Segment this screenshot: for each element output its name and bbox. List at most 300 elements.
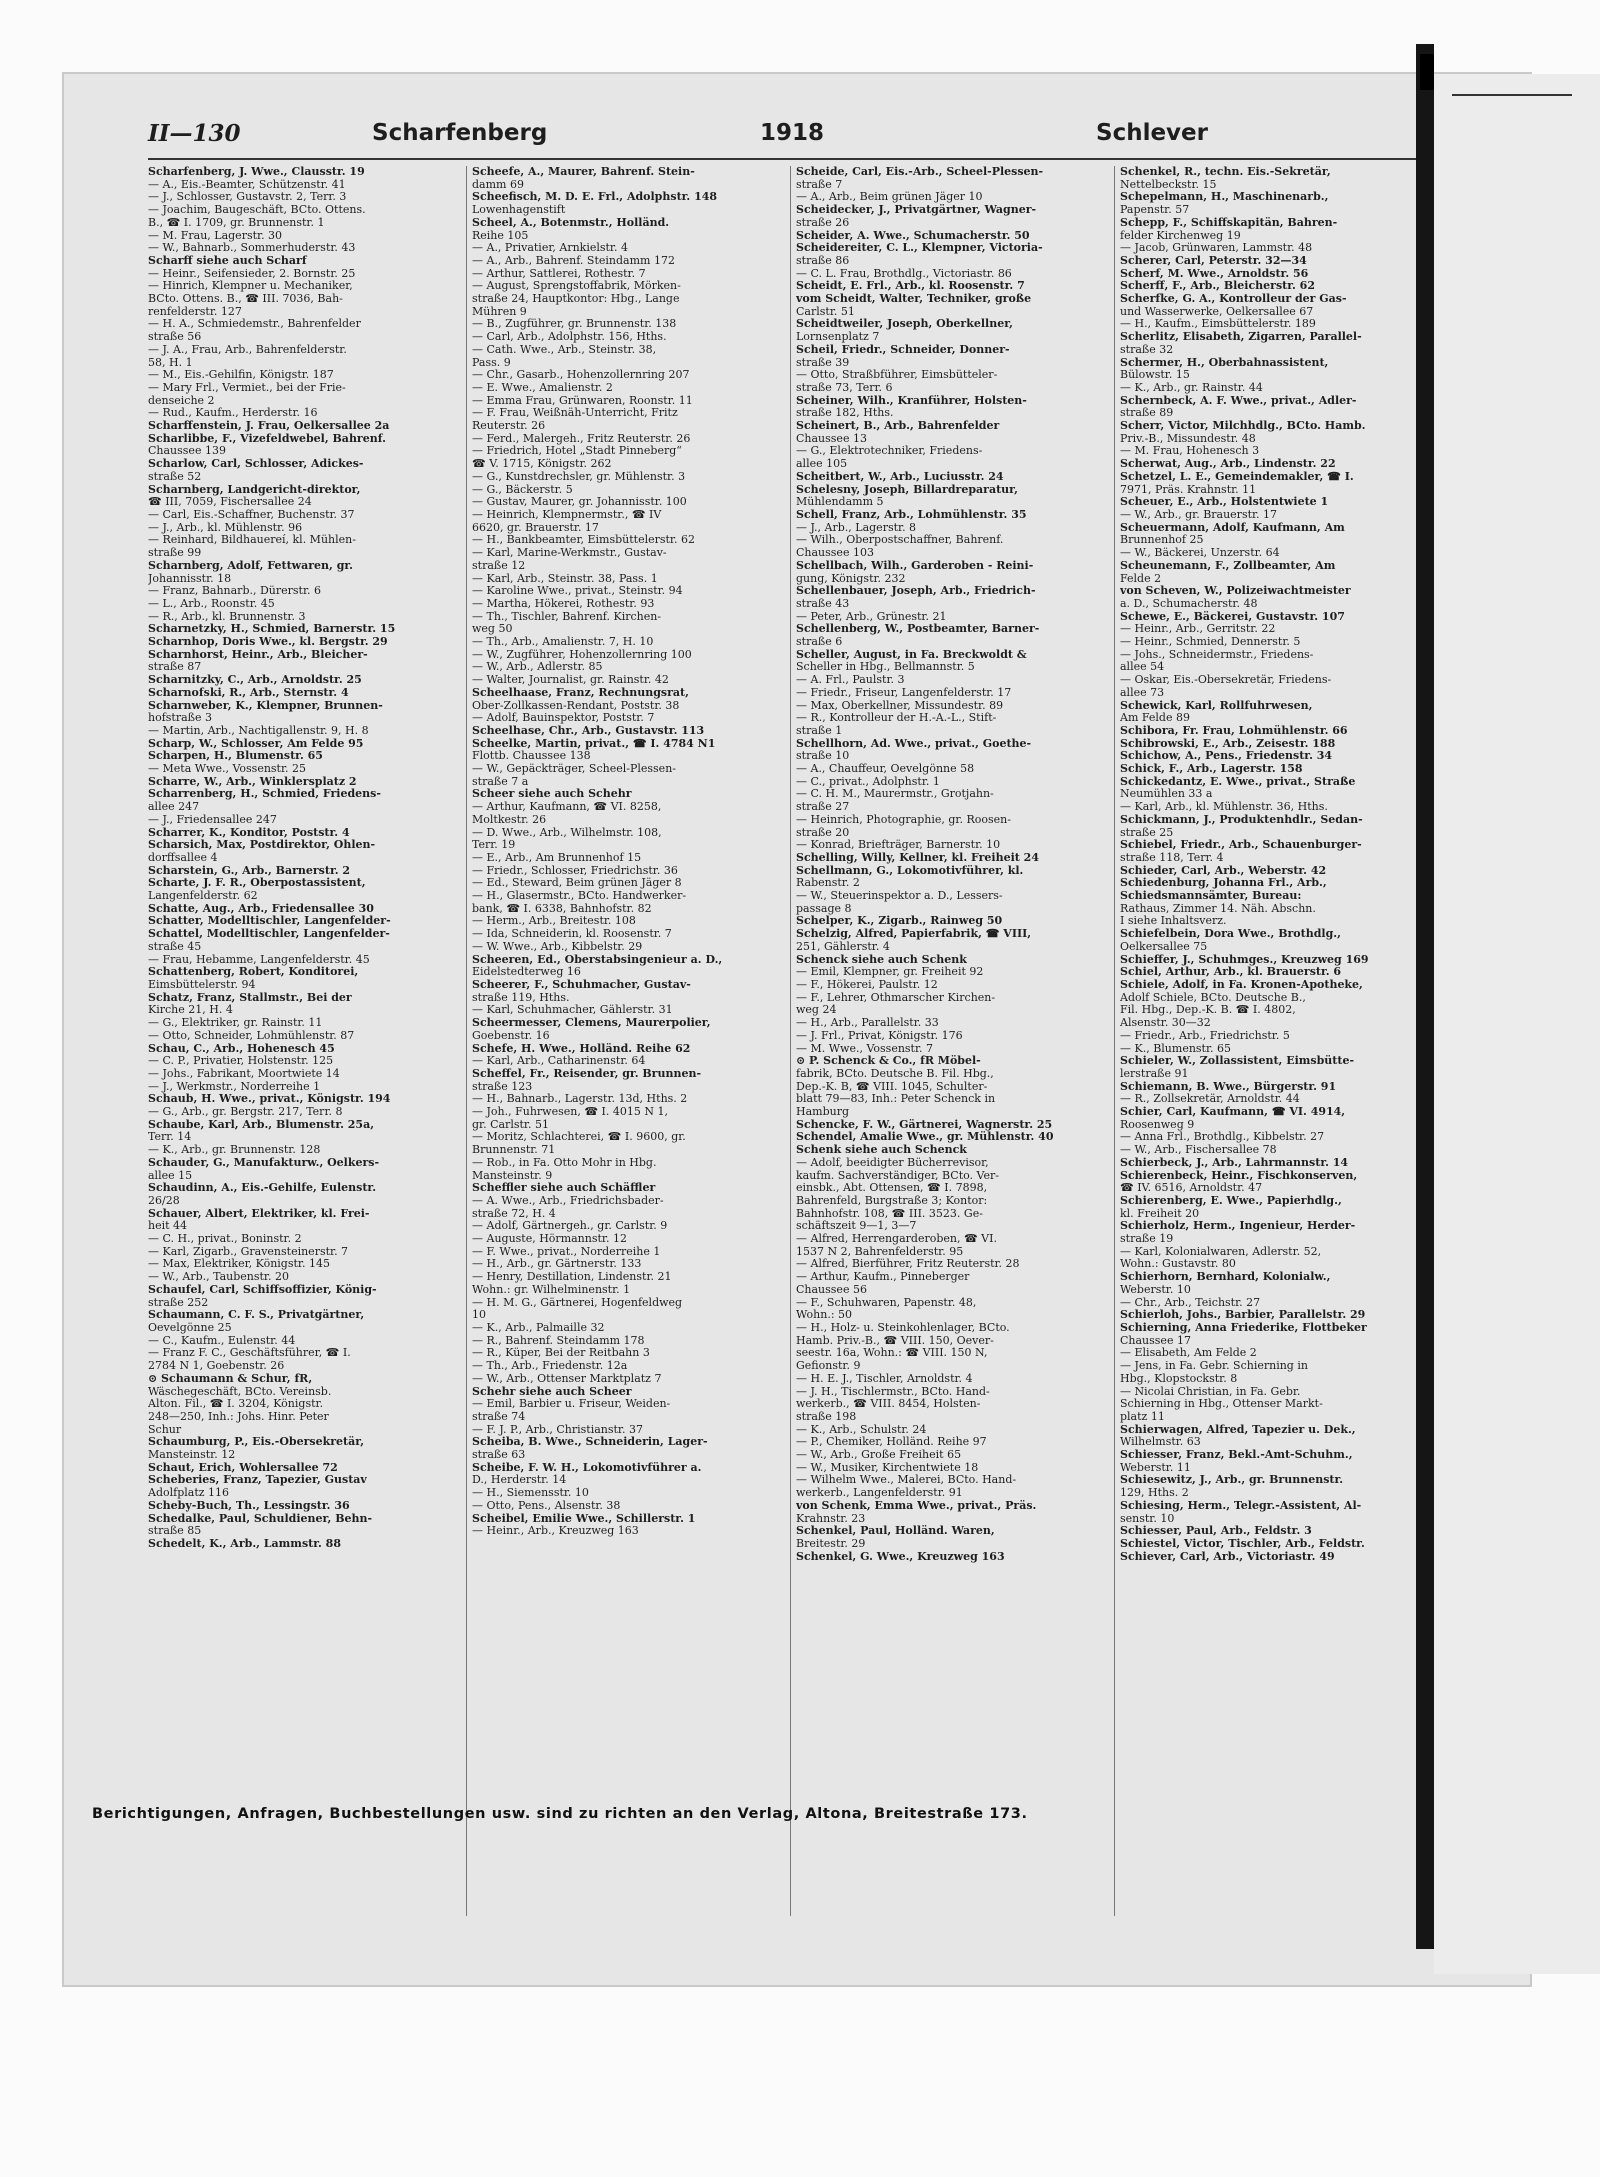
directory-entry: — K., Blumenstr. 65: [1120, 1042, 1232, 1055]
directory-entry: Schiesser, Franz, Bekl.-Amt-Schuhm.,: [1120, 1449, 1353, 1462]
directory-entry: — Arthur, Kaufmann, ☎ VI. 8258,: [472, 801, 662, 814]
directory-entry: — Rud., Kaufm., Herderstr. 16: [148, 407, 318, 420]
directory-entry: Brunnenhof 25: [1120, 534, 1204, 547]
directory-entry: — H., Bankbeamter, Eimsbüttelerstr. 62: [472, 534, 695, 547]
directory-entry: — Frau, Hebamme, Langenfelderstr. 45: [148, 953, 370, 966]
directory-entry: — Otto, Straßbführer, Eimsbütteler-: [796, 369, 998, 382]
directory-entry: — Herm., Arb., Breitestr. 108: [472, 915, 636, 928]
directory-entry: — Karl, Zigarb., Gravensteinerstr. 7: [148, 1245, 349, 1258]
directory-entry: gr. Carlstr. 51: [472, 1118, 549, 1131]
directory-entry: — F., Lehrer, Othmarscher Kirchen-: [796, 991, 996, 1004]
directory-entry: straße 85: [148, 1525, 202, 1538]
directory-entry: — Chr., Arb., Teichstr. 27: [1120, 1296, 1261, 1309]
directory-entry: — Cath. Wwe., Arb., Steinstr. 38,: [472, 343, 657, 356]
directory-entry: Schelesny, Joseph, Billardreparatur,: [796, 483, 1018, 496]
directory-entry: Schelzig, Alfred, Papierfabrik, ☎ VIII,: [796, 928, 1032, 941]
directory-entry: — W., Arb., Fischersallee 78: [1120, 1144, 1277, 1157]
directory-entry: — August, Sprengstoffabrik, Mörken-: [472, 280, 681, 293]
directory-entry: straße 20: [796, 826, 850, 839]
directory-entry: Schiel, Arthur, Arb., kl. Brauerstr. 6: [1120, 966, 1342, 979]
directory-entry: straße 32: [1120, 343, 1174, 356]
directory-entry: Langenfelderstr. 62: [148, 890, 258, 903]
directory-entry: Wohn.: 50: [796, 1309, 853, 1322]
directory-entry: Scharnberg, Adolf, Fettwaren, gr.: [148, 559, 354, 572]
directory-entry: — A., Eis.-Beamter, Schützenstr. 41: [148, 178, 346, 191]
directory-entry: Scherr, Victor, Milchhdlg., BCto. Hamb.: [1120, 420, 1366, 433]
directory-entry: senstr. 10: [1120, 1512, 1175, 1525]
directory-entry: Schibora, Fr. Frau, Lohmühlenstr. 66: [1120, 724, 1348, 737]
directory-entry: Scheffel, Fr., Reisender, gr. Brunnen-: [472, 1067, 702, 1080]
directory-entry: Bülowstr. 15: [1120, 369, 1190, 382]
directory-entry: — W., Arb., Ottenser Marktplatz 7: [472, 1372, 662, 1385]
directory-entry: — E., Arb., Am Brunnenhof 15: [472, 851, 642, 864]
directory-entry: Mühren 9: [472, 305, 527, 318]
directory-entry: Scharff siehe auch Scharf: [148, 254, 307, 267]
running-header: [148, 120, 1438, 154]
directory-entry: — Martha, Hökerei, Rothestr. 93: [472, 597, 655, 610]
directory-entry: — G., Elektriker, gr. Rainstr. 11: [148, 1017, 323, 1030]
directory-entry: Scharnofski, R., Arb., Sternstr. 4: [148, 686, 349, 699]
directory-entry: straße 198: [796, 1410, 857, 1423]
directory-entry: Schibrowski, E., Arb., Zeisestr. 188: [1120, 737, 1336, 750]
directory-entry: — R., Zollsekretär, Arnoldstr. 44: [1120, 1093, 1300, 1106]
directory-entry: — M. Frau, Lagerstr. 30: [148, 229, 283, 242]
directory-entry: Oelkersallee 75: [1120, 940, 1208, 953]
directory-entry: 7971, Präs. Krahnstr. 11: [1120, 483, 1257, 496]
directory-entry: — H., Holz- u. Steinkohlenlager, BCto.: [796, 1321, 1010, 1334]
directory-entry: — Joachim, Baugeschäft, BCto. Ottens.: [148, 204, 366, 217]
directory-entry: Scharsich, Max, Postdirektor, Ohlen-: [148, 839, 376, 852]
directory-entry: Schiesing, Herm., Telegr.-Assistent, Al-: [1120, 1499, 1362, 1512]
directory-entry: — B., Zugführer, gr. Brunnenstr. 138: [472, 318, 677, 331]
directory-entry: — R., Küper, Bei der Reitbahn 3: [472, 1347, 650, 1360]
directory-entry: — H., Bahnarb., Lagerstr. 13d, Hths. 2: [472, 1093, 688, 1106]
directory-entry: — Jacob, Grünwaren, Lammstr. 48: [1120, 242, 1313, 255]
directory-entry: Lornsenplatz 7: [796, 331, 880, 344]
directory-entry: straße 99: [148, 547, 202, 560]
directory-entry: Gefionstr. 9: [796, 1360, 861, 1373]
directory-entry: Schelling, Willy, Kellner, kl. Freiheit 24: [796, 851, 1039, 864]
directory-entry: — F., Schuhwaren, Papenstr. 48,: [796, 1296, 977, 1309]
column-4: [1120, 166, 1438, 1916]
directory-entry: — Franz, Bahnarb., Dürerstr. 6: [148, 585, 322, 598]
directory-entry: Alsenstr. 30—32: [1120, 1017, 1211, 1030]
directory-entry: straße 118, Terr. 4: [1120, 851, 1224, 864]
directory-entry: gung, Königstr. 232: [796, 572, 906, 585]
column-divider: [790, 166, 791, 1916]
directory-entry: Schichow, A., Pens., Friedenstr. 34: [1120, 750, 1333, 763]
directory-entry: werkerb., Langenfelderstr. 91: [796, 1487, 963, 1500]
directory-entry: — F. Wwe., privat., Norderreihe 1: [472, 1245, 661, 1258]
facing-page-edge: [1434, 74, 1600, 1974]
directory-entry: straße 12: [472, 559, 526, 572]
directory-entry: — W., Arb., Adlerstr. 85: [472, 661, 603, 674]
directory-entry: — J., Arb., Lagerstr. 8: [796, 521, 917, 534]
directory-entry: Schewe, E., Bäckerei, Gustavstr. 107: [1120, 610, 1345, 623]
directory-entry: — W., Zugführer, Hohenzollernring 100: [472, 648, 692, 661]
directory-entry: von Scheven, W., Polizeiwachtmeister: [1120, 585, 1351, 598]
directory-entry: — H. A., Schmiedemstr., Bahrenfelder: [148, 318, 361, 331]
directory-entry: — Arthur, Kaufm., Pinneberger: [796, 1271, 970, 1284]
directory-entry: Scherff, F., Arb., Bleicherstr. 62: [1120, 280, 1315, 293]
directory-entry: Scharnhop, Doris Wwe., kl. Bergstr. 29: [148, 636, 388, 649]
directory-entry: — M. Frau, Hohenesch 3: [1120, 445, 1260, 458]
directory-entry: einsbk., Abt. Ottensen, ☎ I. 7898,: [796, 1182, 988, 1195]
directory-entry: Mühlendamm 5: [796, 496, 884, 509]
directory-entry: Schetzel, L. E., Gemeindemakler, ☎ I.: [1120, 470, 1354, 483]
directory-entry: — Friedr., Arb., Friedrichstr. 5: [1120, 1029, 1290, 1042]
directory-entry: Scheby-Buch, Th., Lessingstr. 36: [148, 1499, 350, 1512]
directory-entry: Scheelhaase, Franz, Rechnungsrat,: [472, 686, 689, 699]
directory-entry: Scherfke, G. A., Kontrolleur der Gas-: [1120, 293, 1347, 306]
directory-columns: [148, 166, 1438, 1916]
directory-entry: Scharp, W., Schlosser, Am Felde 95: [148, 737, 364, 750]
directory-entry: Schelper, K., Zigarb., Rainweg 50: [796, 915, 1003, 928]
directory-entry: fabrik, BCto. Deutsche B. Fil. Hbg.,: [796, 1067, 994, 1080]
directory-entry: Scheel, A., Botenmstr., Holländ.: [472, 216, 670, 229]
directory-entry: straße 73, Terr. 6: [796, 381, 893, 394]
directory-entry: Schewick, Karl, Rollfuhrwesen,: [1120, 699, 1313, 712]
directory-entry: lerstraße 91: [1120, 1067, 1189, 1080]
directory-entry: Scharstein, G., Arb., Barnerstr. 2: [148, 864, 351, 877]
directory-entry: — Th., Arb., Friedenstr. 12a: [472, 1360, 628, 1373]
directory-entry: Schiebel, Friedr., Arb., Schauenburger-: [1120, 839, 1362, 852]
directory-entry: Scheller in Hbg., Bellmannstr. 5: [796, 661, 975, 674]
directory-entry: Scharnitzky, C., Arb., Arnoldstr. 25: [148, 674, 362, 687]
directory-entry: — J., Schlosser, Gustavstr. 2, Terr. 3: [148, 191, 347, 204]
directory-entry: — R., Arb., kl. Brunnenstr. 3: [148, 610, 306, 623]
book-gutter: [1416, 44, 1434, 1949]
directory-entry: Bahrenfeld, Burgstraße 3; Kontor:: [796, 1194, 988, 1207]
directory-entry: Scharnetzky, H., Schmied, Barnerstr. 15: [148, 623, 396, 636]
directory-entry: ☎ V. 1715, Königstr. 262: [472, 458, 612, 471]
directory-entry: — Wilh., Oberpostschaffner, Bahrenf.: [796, 534, 1004, 547]
directory-entry: — A., Privatier, Arnkielstr. 4: [472, 242, 628, 255]
directory-entry: Breitestr. 29: [796, 1537, 866, 1550]
directory-entry: — Alfred, Bierführer, Fritz Reuterstr. 28: [796, 1258, 1020, 1271]
directory-entry: straße 24, Hauptkontor: Hbg., Lange: [472, 293, 680, 306]
directory-entry: — R., Bahrenf. Steindamm 178: [472, 1334, 645, 1347]
directory-entry: Scheidtweiler, Joseph, Oberkellner,: [796, 318, 1014, 331]
directory-entry: dorffsallee 4: [148, 851, 218, 864]
directory-entry: damm 69: [472, 178, 524, 191]
directory-entry: — L., Arb., Roonstr. 45: [148, 597, 275, 610]
directory-entry: — Nicolai Christian, in Fa. Gebr.: [1120, 1385, 1301, 1398]
directory-entry: — Meta Wwe., Vossenstr. 25: [148, 763, 307, 776]
directory-entry: — Karl, Arb., Steinstr. 38, Pass. 1: [472, 572, 658, 585]
directory-entry: Schierholz, Herm., Ingenieur, Herder-: [1120, 1220, 1356, 1233]
directory-entry: — Johs., Schneidermstr., Friedens-: [1120, 648, 1314, 661]
directory-entry: ☎ IV. 6516, Arnoldstr. 47: [1120, 1182, 1263, 1195]
directory-entry: Flottb. Chaussee 138: [472, 750, 591, 763]
directory-entry: — Heinr., Schmied, Dennerstr. 5: [1120, 636, 1301, 649]
directory-entry: — H. E. J., Tischler, Arnoldstr. 4: [796, 1372, 973, 1385]
directory-entry: Scheiba, B. Wwe., Schneiderin, Lager-: [472, 1436, 708, 1449]
directory-entry: Scheide, Carl, Eis.-Arb., Scheel-Plessen-: [796, 166, 1044, 178]
directory-entry: kl. Freiheit 20: [1120, 1207, 1200, 1220]
directory-entry: Schencke, F. W., Gärtnerei, Wagnerstr. 25: [796, 1118, 1053, 1131]
directory-entry: allee 54: [1120, 661, 1165, 674]
directory-entry: Scherwat, Aug., Arb., Lindenstr. 22: [1120, 458, 1336, 471]
directory-entry: Moltkestr. 26: [472, 813, 547, 826]
directory-entry: — K., Arb., gr. Rainstr. 44: [1120, 381, 1263, 394]
directory-entry: straße 63: [472, 1449, 526, 1462]
directory-entry: — Heinr., Seifensieder, 2. Bornstr. 25: [148, 267, 356, 280]
directory-entry: Lowenhagenstift: [472, 204, 566, 217]
directory-entry: — Heinrich, Photographie, gr. Roosen-: [796, 813, 1011, 826]
directory-entry: Wohn.: Gustavstr. 80: [1120, 1258, 1236, 1271]
directory-entry: Scharfenberg, J. Wwe., Clausstr. 19: [148, 166, 365, 178]
directory-entry: — Henry, Destillation, Lindenstr. 21: [472, 1271, 672, 1284]
directory-entry: Mansteinstr. 12: [148, 1449, 236, 1462]
directory-entry: Schepelmann, H., Maschinenarb.,: [1120, 191, 1329, 204]
directory-entry: Schatter, Modelltischler, Langenfelder-: [148, 915, 391, 928]
directory-entry: — Karl, Arb., Catharinenstr. 64: [472, 1055, 646, 1068]
page-content: [148, 120, 1438, 1980]
directory-entry: Adolf Schiele, BCto. Deutsche B.,: [1120, 991, 1306, 1004]
directory-entry: Schiemann, B. Wwe., Bürgerstr. 91: [1120, 1080, 1337, 1093]
directory-entry: Schenk siehe auch Schenck: [796, 1144, 967, 1157]
directory-entry: ⊙ Schaumann & Schur, fR,: [148, 1372, 313, 1385]
directory-entry: Scharnweber, K., Klempner, Brunnen-: [148, 699, 383, 712]
directory-entry: Wilhelmstr. 63: [1120, 1436, 1201, 1449]
directory-entry: — Mary Frl., Vermiet., bei der Frie-: [148, 381, 346, 394]
directory-entry: Schickmann, J., Produktenhdlr., Sedan-: [1120, 813, 1363, 826]
directory-entry: Hbg., Klopstockstr. 8: [1120, 1372, 1238, 1385]
directory-entry: B., ☎ I. 1709, gr. Brunnenstr. 1: [148, 216, 325, 229]
directory-entry: straße 74: [472, 1410, 526, 1423]
directory-entry: — A., Arb., Bahrenf. Steindamm 172: [472, 254, 675, 267]
directory-entry: — R., Kontrolleur der H.-A.-L., Stift-: [796, 712, 997, 725]
directory-entry: — Oskar, Eis.-Obersekretär, Friedens-: [1120, 674, 1332, 687]
directory-entry: platz 11: [1120, 1410, 1165, 1423]
directory-entry: — H., Arb., Parallelstr. 33: [796, 1017, 939, 1030]
directory-entry: Chaussee 139: [148, 445, 226, 458]
directory-entry: Schierning, Anna Friederike, Flottbeker: [1120, 1321, 1367, 1334]
directory-entry: Scherlitz, Elisabeth, Zigarren, Parallel-: [1120, 331, 1362, 344]
directory-entry: Schatte, Aug., Arb., Friedensallee 30: [148, 902, 374, 915]
directory-entry: Schellenberg, W., Postbeamter, Barner-: [796, 623, 1040, 636]
directory-entry: Scheidt, E. Frl., Arb., kl. Roosenstr. 7: [796, 280, 1025, 293]
directory-entry: Chaussee 17: [1120, 1334, 1191, 1347]
directory-entry: Schedalke, Paul, Schuldiener, Behn-: [148, 1512, 373, 1525]
directory-entry: Schenkel, R., techn. Eis.-Sekretär,: [1120, 166, 1331, 178]
directory-entry: — F. J. P., Arb., Christianstr. 37: [472, 1423, 643, 1436]
directory-entry: Scheefisch, M. D. E. Frl., Adolphstr. 148: [472, 191, 718, 204]
directory-entry: Schieffer, J., Schuhmges., Kreuzweg 169: [1120, 953, 1369, 966]
directory-entry: denseiche 2: [148, 394, 215, 407]
directory-entry: — M., Eis.-Gehilfin, Königstr. 187: [148, 369, 334, 382]
directory-entry: allee 105: [796, 458, 848, 471]
column-divider: [1114, 166, 1115, 1916]
directory-entry: — Karl, Schuhmacher, Gählerstr. 31: [472, 1004, 673, 1017]
directory-entry: — Adolf, beeidigter Bücherrevisor,: [796, 1156, 989, 1169]
facing-page-rule: [1452, 94, 1572, 96]
directory-entry: — Arthur, Sattlerei, Rothestr. 7: [472, 267, 646, 280]
directory-entry: Scherf, M. Wwe., Arnoldstr. 56: [1120, 267, 1309, 280]
directory-entry: Scheitbert, W., Arb., Luciusstr. 24: [796, 470, 1004, 483]
directory-entry: Scheer siehe auch Schehr: [472, 788, 632, 801]
directory-entry: — W. Wwe., Arb., Kibbelstr. 29: [472, 940, 643, 953]
directory-entry: Schepp, F., Schiffskapitän, Bahren-: [1120, 216, 1338, 229]
directory-entry: Roosenweg 9: [1120, 1118, 1195, 1131]
directory-entry: Schierenbeck, Heinr., Fischkonserven,: [1120, 1169, 1358, 1182]
directory-entry: straße 6: [796, 636, 843, 649]
column-2: [472, 166, 784, 1916]
directory-entry: — W., Steuerinspektor a. D., Lessers-: [796, 890, 1003, 903]
directory-entry: Schehr siehe auch Scheer: [472, 1385, 632, 1398]
directory-entry: heit 44: [148, 1220, 188, 1233]
directory-entry: Dep.-K. B, ☎ VIII. 1045, Schulter-: [796, 1080, 988, 1093]
header-keyword-right: Schlever: [1096, 120, 1208, 146]
directory-entry: Felde 2: [1120, 572, 1162, 585]
directory-entry: — Heinr., Arb., Gerritstr. 22: [1120, 623, 1276, 636]
directory-entry: Chaussee 13: [796, 432, 867, 445]
directory-entry: Scharlow, Carl, Schlosser, Adickes-: [148, 458, 364, 471]
directory-entry: Scharffenstein, J. Frau, Oelkersallee 2a: [148, 420, 390, 433]
directory-entry: Scharrenberg, H., Schmied, Friedens-: [148, 788, 381, 801]
directory-entry: — Chr., Gasarb., Hohenzollernring 207: [472, 369, 690, 382]
directory-entry: — Wilhelm Wwe., Malerei, BCto. Hand-: [796, 1474, 1017, 1487]
directory-entry: Schiestel, Victor, Tischler, Arb., Feldstr.: [1120, 1537, 1365, 1550]
directory-entry: — Friedr., Friseur, Langenfelderstr. 17: [796, 686, 1012, 699]
directory-entry: Rabenstr. 2: [796, 877, 860, 890]
directory-entry: Schierloh, Johs., Barbier, Parallelstr. 29: [1120, 1309, 1366, 1322]
directory-entry: — F., Hökerei, Paulstr. 12: [796, 979, 938, 991]
directory-entry: Goebenstr. 16: [472, 1029, 550, 1042]
directory-entry: Schellbach, Wilh., Garderoben - Reini-: [796, 559, 1034, 572]
directory-entry: Wäschegeschäft, BCto. Vereinsb.: [148, 1385, 332, 1398]
directory-entry: Schiesewitz, J., Arb., gr. Brunnenstr.: [1120, 1474, 1344, 1487]
directory-entry: Eimsbüttelerstr. 94: [148, 979, 256, 991]
directory-entry: 58, H. 1: [148, 356, 193, 369]
directory-entry: — A., Arb., Beim grünen Jäger 10: [796, 191, 983, 204]
directory-entry: — J., Friedensallee 247: [148, 813, 277, 826]
header-year: 1918: [760, 120, 825, 146]
directory-entry: — E. Wwe., Amalienstr. 2: [472, 381, 613, 394]
directory-entry: Schaudinn, A., Eis.-Gehilfe, Eulenstr.: [148, 1182, 377, 1195]
directory-entry: — Carl, Arb., Adolphstr. 156, Hths.: [472, 331, 667, 344]
directory-entry: straße 119, Hths.: [472, 991, 570, 1004]
directory-entry: — Auguste, Hörmannstr. 12: [472, 1233, 627, 1246]
directory-entry: Fil. Hbg., Dep.-K. B. ☎ I. 4802,: [1120, 1004, 1296, 1017]
directory-entry: Terr. 19: [472, 839, 516, 852]
directory-entry: Schau, C., Arb., Hohenesch 45: [148, 1042, 335, 1055]
directory-entry: Schellmann, G., Lokomotivführer, kl.: [796, 864, 1024, 877]
directory-entry: Scheuermann, Adolf, Kaufmann, Am: [1120, 521, 1345, 534]
directory-entry: straße 182, Hths.: [796, 407, 894, 420]
directory-entry: straße 72, H. 4: [472, 1207, 556, 1220]
directory-entry: — Max, Oberkellner, Missundestr. 89: [796, 699, 1004, 712]
directory-entry: 10: [472, 1309, 486, 1322]
directory-entry: Scheffler siehe auch Schäffler: [472, 1182, 656, 1195]
directory-entry: felder Kirchenweg 19: [1120, 229, 1241, 242]
directory-entry: — K., Arb., gr. Brunnenstr. 128: [148, 1144, 321, 1157]
directory-entry: vom Scheidt, Walter, Techniker, große: [796, 293, 1032, 306]
directory-entry: — Friedr., Schlosser, Friedrichstr. 36: [472, 864, 678, 877]
directory-entry: Schierhorn, Bernhard, Kolonialw.,: [1120, 1271, 1331, 1284]
directory-entry: Ober-Zollkassen-Rendant, Poststr. 38: [472, 699, 680, 712]
directory-entry: Eidelstedterweg 16: [472, 966, 581, 979]
directory-entry: — K., Arb., Palmaille 32: [472, 1321, 605, 1334]
directory-entry: — H., Siemensstr. 10: [472, 1487, 589, 1500]
directory-entry: Schiele, Adolf, in Fa. Kronen-Apotheke,: [1120, 979, 1363, 991]
directory-page: [62, 72, 1532, 1987]
directory-entry: — A. Wwe., Arb., Friedrichsbader-: [472, 1194, 664, 1207]
directory-entry: — Carl, Eis.-Schaffner, Buchenstr. 37: [148, 508, 355, 521]
directory-entry: — D. Wwe., Arb., Wilhelmstr. 108,: [472, 826, 662, 839]
directory-entry: — J. Frl., Privat, Königstr. 176: [796, 1029, 963, 1042]
directory-entry: 1537 N 2, Bahrenfelderstr. 95: [796, 1245, 964, 1258]
directory-entry: Scheberies, Franz, Tapezier, Gustav: [148, 1474, 367, 1487]
directory-entry: Schickedantz, E. Wwe., privat., Straße: [1120, 775, 1356, 788]
directory-entry: — Ferd., Malergeh., Fritz Reuterstr. 26: [472, 432, 691, 445]
directory-entry: Schattel, Modelltischler, Langenfelder-: [148, 928, 390, 941]
directory-entry: bank, ☎ I. 6338, Bahnhofstr. 82: [472, 902, 652, 915]
directory-entry: Scheidecker, J., Privatgärtner, Wagner-: [796, 204, 1037, 217]
directory-entry: — Hinrich, Klempner u. Mechaniker,: [148, 280, 353, 293]
directory-entry: — G., Elektrotechniker, Friedens-: [796, 445, 983, 458]
directory-entry: — Adolf, Gärtnergeh., gr. Carlstr. 9: [472, 1220, 668, 1233]
directory-entry: — W., Bäckerei, Unzerstr. 64: [1120, 547, 1280, 560]
directory-entry: — Ida, Schneiderin, kl. Roosenstr. 7: [472, 928, 672, 941]
directory-entry: Scheller, August, in Fa. Breckwoldt &: [796, 648, 1027, 661]
directory-entry: Kirche 21, H. 4: [148, 1004, 233, 1017]
directory-entry: und Wasserwerke, Oelkersallee 67: [1120, 305, 1314, 318]
directory-entry: Oevelgönne 25: [148, 1321, 232, 1334]
directory-entry: — P., Chemiker, Holländ. Reihe 97: [796, 1436, 987, 1449]
directory-entry: — Joh., Fuhrwesen, ☎ I. 4015 N 1,: [472, 1106, 668, 1119]
directory-entry: Adolfplatz 116: [148, 1487, 230, 1500]
directory-entry: Scheerer, F., Schuhmacher, Gustav-: [472, 979, 691, 991]
directory-entry: — J., Arb., kl. Mühlenstr. 96: [148, 521, 303, 534]
directory-entry: Papenstr. 57: [1120, 204, 1190, 217]
directory-entry: Schattenberg, Robert, Konditorei,: [148, 966, 359, 979]
directory-entry: seestr. 16a, Wohn.: ☎ VIII. 150 N,: [796, 1347, 988, 1360]
directory-entry: straße 10: [796, 750, 850, 763]
directory-entry: Schendel, Amalie Wwe., gr. Mühlenstr. 40: [796, 1131, 1054, 1144]
directory-entry: hofstraße 3: [148, 712, 213, 725]
directory-entry: — C. L. Frau, Brothdlg., Victoriastr. 86: [796, 267, 1012, 280]
directory-entry: Scheelke, Martin, privat., ☎ I. 4784 N1: [472, 737, 716, 750]
directory-entry: Scheermesser, Clemens, Maurerpolier,: [472, 1017, 711, 1030]
directory-entry: Schick, F., Arb., Lagerstr. 158: [1120, 763, 1303, 776]
directory-entry: — C. H., privat., Boninstr. 2: [148, 1233, 302, 1246]
directory-entry: Scheider, A. Wwe., Schumacherstr. 50: [796, 229, 1030, 242]
directory-entry: Schaumburg, P., Eis.-Obersekretär,: [148, 1436, 365, 1449]
directory-entry: — Karl, Kolonialwaren, Adlerstr. 52,: [1120, 1245, 1322, 1258]
directory-entry: D., Herderstr. 14: [472, 1474, 567, 1487]
directory-entry: — W., Gepäckträger, Scheel-Plessen-: [472, 763, 676, 776]
directory-entry: Schenkel, G. Wwe., Kreuzweg 163: [796, 1550, 1005, 1563]
directory-entry: BCto. Ottens. B., ☎ III. 7036, Bah-: [148, 293, 343, 306]
directory-entry: Scharnhorst, Heinr., Arb., Bleicher-: [148, 648, 368, 661]
directory-entry: Scharlibbe, F., Vizefeldwebel, Bahrenf.: [148, 432, 386, 445]
directory-entry: — Adolf, Bauinspektor, Poststr. 7: [472, 712, 655, 725]
directory-entry: — Walter, Journalist, gr. Rainstr. 42: [472, 674, 669, 687]
directory-entry: — C. P., Privatier, Holstenstr. 125: [148, 1055, 334, 1068]
directory-entry: Schur: [148, 1423, 182, 1436]
directory-entry: straße 27: [796, 801, 850, 814]
directory-entry: — Reinhard, Bildhauereí, kl. Mühlen-: [148, 534, 356, 547]
header-keyword-left: Scharfenberg: [372, 120, 548, 146]
directory-entry: Schauder, G., Manufakturw., Oelkers-: [148, 1156, 380, 1169]
directory-entry: — W., Arb., gr. Brauerstr. 17: [1120, 508, 1278, 521]
directory-entry: Schieder, Carl, Arb., Weberstr. 42: [1120, 864, 1327, 877]
directory-entry: — H. M. G., Gärtnerei, Hogenfeldweg: [472, 1296, 683, 1309]
directory-entry: — Karoline Wwe., privat., Steinstr. 94: [472, 585, 683, 598]
directory-entry: — Peter, Arb., Grünestr. 21: [796, 610, 947, 623]
